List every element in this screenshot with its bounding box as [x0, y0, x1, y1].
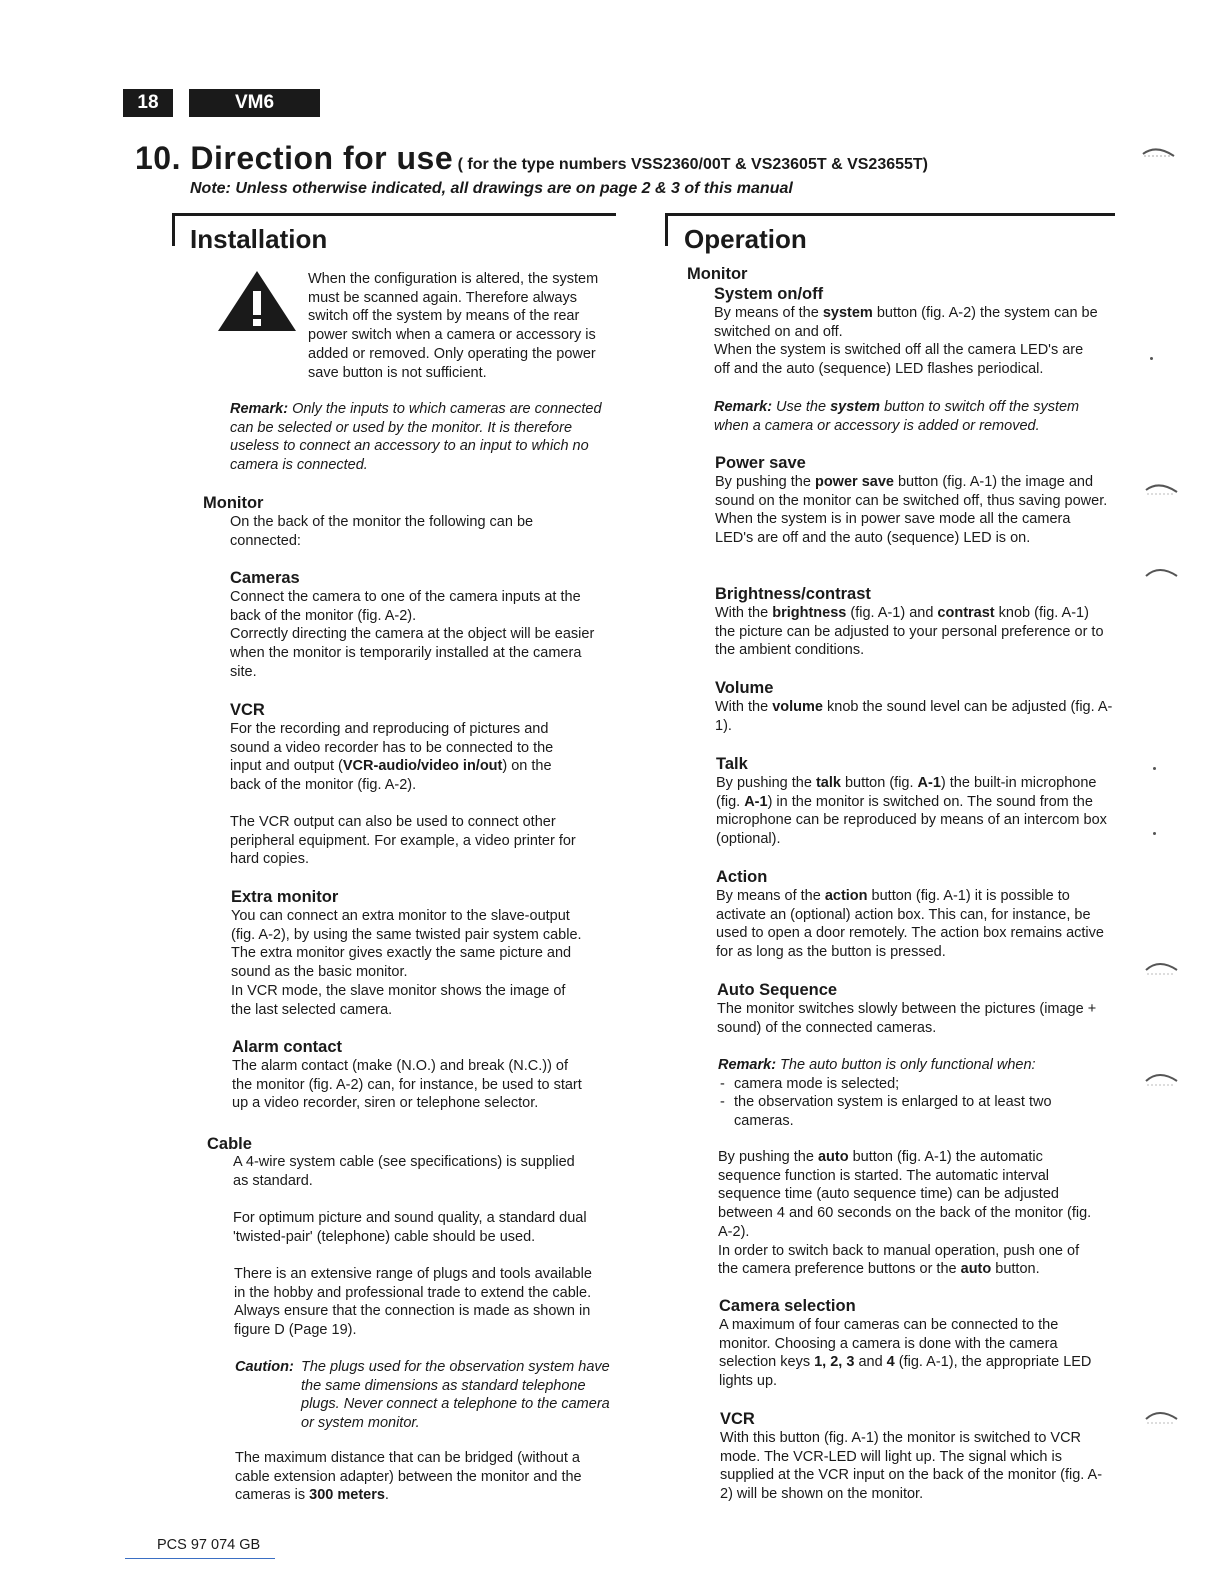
caution-text: The plugs used for the observation system have the same dimensions as standard telephone plugs. Never connect a telephone to the camera or system monitor. [301, 1359, 610, 1432]
volume-c: knob the sound level can be adjusted (fig. A-1). [715, 699, 1113, 734]
camera-d: 4 [886, 1354, 895, 1371]
install-vcr-text-1 [230, 720, 580, 795]
operation-heading: Operation [684, 224, 807, 254]
distance-text-b: 300 meters [309, 1487, 385, 1504]
alarm-heading: Alarm contact [232, 1038, 343, 1056]
install-monitor-text: On the back of the monitor the following can be connected: [230, 514, 534, 549]
talk-f: A-1 [744, 793, 768, 810]
caution-label: Caution: [235, 1359, 294, 1375]
auto3-a: In order to switch back to manual operation, push one of the camera preference buttons or the [718, 1242, 1080, 1278]
manual-code-tag: VM6 [189, 89, 320, 117]
operation-tick [665, 213, 668, 246]
auto3-line [718, 1242, 1098, 1279]
system-text-1b: system [822, 305, 873, 321]
footer-code: PCS 97 074 GB [157, 1537, 261, 1553]
page-title [135, 140, 928, 177]
remark-text: Only the inputs to which cameras are connected can be selected or used by the monitor. It is therefore useless to connect an accessory to an input to which no camera is connected. [230, 401, 602, 474]
cameras-text-2: Correctly directing the camera at the object will be easier when the monitor is temporarily installed at the camera site. [230, 626, 595, 680]
installation-remark [230, 400, 616, 475]
remark1-label: Remark: [714, 399, 773, 415]
operation-remark-2 [718, 1056, 1078, 1131]
brightness-text [715, 604, 1107, 660]
cable-heading: Cable [207, 1135, 252, 1153]
auto2-line [718, 1148, 1098, 1242]
cable-text-2: For optimum picture and sound quality, a standard dual 'twisted-pair' (telephone) cable should be used. [233, 1210, 587, 1245]
operation-remark-1 [714, 398, 1104, 435]
system-text-1c: button (fig. A-2) the system can be switched on and off. [714, 305, 1098, 340]
bright-a: With the [715, 605, 773, 621]
operation-vcr-text: With this button (fig. A-1) the monitor is switched to VCR mode. The VCR-LED will light up. The signal which is supplied at the VCR input on the back of the monitor (fig. A-2) will be shown on the monitor. [720, 1430, 1103, 1503]
margin-mark-2 [1143, 478, 1181, 498]
camera-selection-heading: Camera selection [719, 1297, 856, 1315]
margin-mark-1 [1140, 140, 1180, 160]
system-text-1 [714, 304, 1099, 341]
action-c: button (fig. A-1) it is possible to activate an (optional) action box. This can, for instance, be used to open a door remotely. The action box remains active for as long as the button is pressed. [716, 888, 1104, 961]
talk-b: talk [815, 775, 841, 791]
action-text [716, 887, 1111, 962]
system-text-1a: By means of the [714, 305, 823, 321]
camera-e: (fig. A-1), the appropriate LED lights up. [719, 1354, 1092, 1390]
margin-mark-4 [1143, 956, 1181, 978]
install-vcr-heading: VCR [230, 701, 265, 719]
installation-heading: Installation [190, 224, 328, 254]
auto2-a: By pushing the [718, 1149, 818, 1165]
talk-text [716, 774, 1111, 849]
volume-text [715, 698, 1113, 735]
remark1-b: system [830, 399, 881, 415]
extra-monitor-text [231, 907, 586, 1019]
talk-c: button (fig. [840, 775, 918, 791]
installation-rule [172, 213, 616, 216]
title-subtitle: ( for the type numbers VSS2360/00T & VS23605T & VS23655T) [457, 156, 929, 173]
power-save-heading: Power save [715, 454, 806, 472]
auto-sequence-text-2 [718, 1148, 1098, 1279]
power-save-text [715, 473, 1108, 548]
page-number-tag: 18 [123, 89, 173, 117]
camera-a: A maximum of four cameras can be connected to the monitor. Choosing a camera is done with the camera selection keys [719, 1317, 1059, 1371]
remark2-label: Remark: [718, 1057, 777, 1073]
install-monitor-heading: Monitor [203, 494, 264, 512]
camera-selection-text [719, 1316, 1109, 1391]
power-text-1b: power save [814, 474, 894, 490]
cable-text-3: There is an extensive range of plugs and tools available in the hobby and professional trade to extend the cable. Always ensure that the connection is made as shown in figure D (Page 19). [234, 1266, 592, 1339]
brightness-heading: Brightness/contrast [715, 585, 871, 603]
distance-text [235, 1449, 600, 1505]
power-save-text-2: When the system is in power save mode all the camera LED's are off and the auto (sequence) LED is on. [715, 511, 1071, 547]
margin-mark-6 [1143, 1405, 1181, 1427]
margin-dot-3 [1153, 832, 1156, 835]
volume-heading: Volume [715, 679, 774, 697]
power-text-1a: By pushing the [715, 474, 815, 490]
operation-monitor-heading: Monitor [687, 265, 748, 283]
cable-text-1: A 4-wire system cable (see specifications) is supplied as standard. [233, 1154, 575, 1189]
talk-heading: Talk [716, 755, 748, 773]
action-heading: Action [716, 868, 768, 886]
talk-e: ) the built-in microphone (fig. [716, 775, 1097, 810]
title-main: 10. Direction for use [135, 140, 454, 176]
system-text-2: When the system is switched off all the camera LED's are off and the auto (sequence) LED flashes periodical. [714, 342, 1084, 378]
cameras-heading: Cameras [230, 569, 300, 587]
volume-b: volume [772, 699, 823, 715]
auto3-b: auto [960, 1261, 992, 1278]
extra-monitor-heading: Extra monitor [231, 888, 339, 906]
remark2-line [718, 1056, 1078, 1075]
extra-monitor-text-1: You can connect an extra monitor to the slave-output (fig. A-2), by using the same twisted pair system cable. The extra monitor gives exactly the same picture and sound as the basic monitor. [231, 908, 582, 981]
vcr-text-1c: ) on the back of the monitor (fig. A-2). [230, 758, 552, 794]
auto-sequence-text: The monitor switches slowly between the pictures (image + sound) of the connected cameras. [717, 1001, 1097, 1036]
bright-d: contrast [937, 605, 995, 621]
remark2-list [718, 1075, 1078, 1131]
remark2-item-1: - camera mode is selected; [718, 1075, 1078, 1094]
remark2-text: The auto button is only functional when: [776, 1057, 1036, 1073]
auto3-c: button. [991, 1261, 1040, 1278]
talk-g: ) in the monitor is switched on. The sound from the microphone can be reproduced by means of an intercom box (optional). [716, 793, 1107, 848]
cameras-text [230, 588, 602, 682]
vcr-text-1b: VCR-audio/video in/out [342, 758, 503, 775]
talk-a: By pushing the [716, 775, 816, 791]
remark-label: Remark: [230, 401, 289, 417]
system-text [714, 304, 1099, 379]
talk-d: A-1 [917, 775, 941, 791]
power-text-1c: button (fig. A-1) the image and sound on the monitor can be switched off, thus saving power. [715, 474, 1108, 509]
power-save-text-1 [715, 473, 1108, 510]
distance-text-a: The maximum distance that can be bridged (without a cable extension adapter) between the monitor and the cameras is [235, 1450, 582, 1504]
remark2-item-2: - the observation system is enlarged to at least two cameras. [718, 1093, 1078, 1130]
remark1-a: Use the [772, 399, 831, 415]
auto2-b: auto [817, 1149, 849, 1165]
auto-sequence-heading: Auto Sequence [717, 981, 838, 999]
bright-e: knob (fig. A-1) the picture can be adjusted to your personal preference or to the ambient conditions. [715, 605, 1104, 659]
distance-text-c: . [384, 1487, 389, 1504]
remark1-c: button to switch off the system when a camera or accessory is added or removed. [714, 399, 1080, 434]
title-note: Note: Unless otherwise indicated, all drawings are on page 2 & 3 of this manual [190, 180, 793, 197]
margin-dot-2 [1153, 767, 1156, 770]
alarm-text: The alarm contact (make (N.O.) and break (N.C.)) of the monitor (fig. A-2) can, for instance, be used to start up a video recorder, siren or telephone selector. [232, 1058, 582, 1112]
footer-line [125, 1558, 275, 1559]
system-heading: System on/off [714, 285, 824, 303]
volume-a: With the [715, 699, 773, 715]
bright-b: brightness [772, 605, 847, 621]
margin-dot-1 [1150, 357, 1153, 360]
warning-triangle-icon [216, 269, 298, 333]
margin-mark-3 [1143, 562, 1181, 582]
cameras-text-1: Connect the camera to one of the camera inputs at the back of the monitor (fig. A-2). [230, 589, 581, 624]
installation-tick [172, 213, 175, 246]
camera-c: and [854, 1354, 887, 1371]
bright-c: (fig. A-1) and [846, 605, 938, 621]
extra-monitor-text-2: In VCR mode, the slave monitor shows the image of the last selected camera. [231, 982, 566, 1018]
auto2-c: button (fig. A-1) the automatic sequence function is started. The automatic interval sequence time (auto sequence time) can be adjusted between 4 and 60 seconds on the back of the monitor (fig. A-2). [718, 1149, 1092, 1240]
vcr-text-1a: For the recording and reproducing of pictures and sound a video recorder has to be connected to the input and output ( [230, 721, 554, 775]
install-vcr-text-2: The VCR output can also be used to connect other peripheral equipment. For example, a video printer for hard copies. [230, 814, 576, 868]
camera-b: 1, 2, 3 [814, 1354, 855, 1371]
action-b: action [824, 888, 868, 904]
margin-mark-5 [1143, 1067, 1181, 1089]
operation-vcr-heading: VCR [720, 1410, 755, 1428]
action-a: By means of the [716, 888, 825, 904]
operation-rule [665, 213, 1115, 216]
warning-text: When the configuration is altered, the system must be scanned again. Therefore always switch off the system by means of the rear power switch when a camera or accessory is added or removed. Only operating the power save button is not sufficient. [308, 271, 599, 381]
